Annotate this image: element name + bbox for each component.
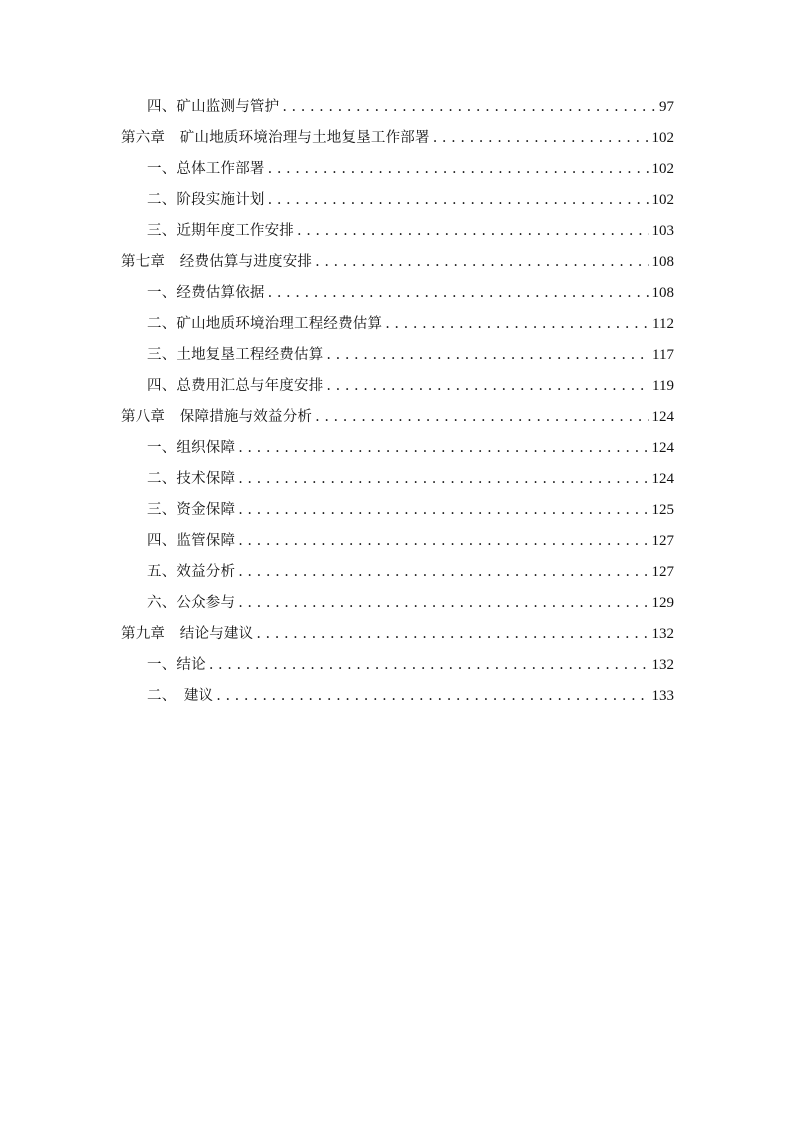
toc-leader-dots bbox=[315, 247, 648, 278]
toc-page-number: 102 bbox=[651, 161, 674, 177]
toc-page-number: 127 bbox=[651, 564, 674, 580]
toc-page-number: 119 bbox=[652, 378, 674, 394]
toc-leader-dots bbox=[238, 526, 648, 557]
toc-entry-title: 三、资金保障 bbox=[147, 502, 236, 518]
toc-entry-section[interactable] bbox=[121, 278, 674, 309]
toc-leader-dots bbox=[209, 650, 649, 681]
table-of-contents bbox=[121, 92, 674, 712]
toc-entry-title: 三、土地复垦工程经费估算 bbox=[147, 347, 324, 363]
toc-entry-section[interactable] bbox=[121, 650, 674, 681]
toc-entry-section[interactable] bbox=[121, 464, 674, 495]
toc-entry-title: 三、近期年度工作安排 bbox=[147, 223, 294, 239]
toc-entry-title: 二、 建议 bbox=[147, 688, 214, 704]
toc-entry-title: 四、总费用汇总与年度安排 bbox=[147, 378, 324, 394]
toc-entry-title: 六、公众参与 bbox=[147, 595, 236, 611]
toc-entry-section[interactable] bbox=[121, 557, 674, 588]
toc-page-number: 108 bbox=[651, 285, 674, 301]
toc-page-number: 127 bbox=[651, 533, 674, 549]
toc-entry-title: 第六章 矿山地质环境治理与土地复垦工作部署 bbox=[121, 130, 430, 146]
toc-page-number: 102 bbox=[651, 192, 674, 208]
toc-leader-dots bbox=[238, 588, 648, 619]
toc-page-number: 132 bbox=[651, 657, 674, 673]
toc-page-number: 132 bbox=[651, 626, 674, 642]
toc-leader-dots bbox=[297, 216, 649, 247]
toc-entry-title: 四、监管保障 bbox=[147, 533, 236, 549]
toc-entry-section[interactable] bbox=[121, 433, 674, 464]
toc-entry-title: 第八章 保障措施与效益分析 bbox=[121, 409, 313, 425]
toc-page-number: 125 bbox=[651, 502, 674, 518]
toc-leader-dots bbox=[326, 371, 649, 402]
toc-entry-section[interactable] bbox=[121, 495, 674, 526]
toc-page-number: 102 bbox=[651, 130, 674, 146]
toc-leader-dots bbox=[268, 278, 649, 309]
toc-entry-chapter[interactable] bbox=[121, 402, 674, 433]
toc-leader-dots bbox=[216, 681, 648, 712]
toc-entry-section[interactable] bbox=[121, 92, 674, 123]
toc-page-number: 129 bbox=[651, 595, 674, 611]
toc-entry-section[interactable] bbox=[121, 185, 674, 216]
toc-entry-title: 二、技术保障 bbox=[147, 471, 236, 487]
toc-entry-title: 一、组织保障 bbox=[147, 440, 236, 456]
toc-leader-dots bbox=[238, 464, 648, 495]
toc-entry-section[interactable] bbox=[121, 340, 674, 371]
toc-entry-chapter[interactable] bbox=[121, 247, 674, 278]
toc-leader-dots bbox=[268, 185, 649, 216]
toc-entry-section[interactable] bbox=[121, 309, 674, 340]
toc-leader-dots bbox=[256, 619, 648, 650]
toc-leader-dots bbox=[238, 495, 648, 526]
toc-page-number: 97 bbox=[659, 99, 674, 115]
toc-entry-section[interactable] bbox=[121, 154, 674, 185]
toc-page-number: 133 bbox=[651, 688, 674, 704]
toc-leader-dots bbox=[385, 309, 649, 340]
toc-entry-title: 五、效益分析 bbox=[147, 564, 236, 580]
toc-entry-title: 二、矿山地质环境治理工程经费估算 bbox=[147, 316, 383, 332]
toc-page-number: 117 bbox=[652, 347, 674, 363]
toc-page-number: 124 bbox=[651, 409, 674, 425]
toc-page-number: 124 bbox=[651, 440, 674, 456]
toc-entry-section[interactable] bbox=[121, 681, 674, 712]
toc-entry-chapter[interactable] bbox=[121, 619, 674, 650]
toc-page-number: 124 bbox=[651, 471, 674, 487]
toc-leader-dots bbox=[238, 557, 648, 588]
toc-entry-title: 第九章 结论与建议 bbox=[121, 626, 254, 642]
toc-leader-dots bbox=[315, 402, 648, 433]
toc-page-number: 108 bbox=[651, 254, 674, 270]
toc-entry-title: 四、矿山监测与管护 bbox=[147, 99, 280, 115]
toc-entry-title: 一、总体工作部署 bbox=[147, 161, 265, 177]
toc-page-number: 103 bbox=[651, 223, 674, 239]
toc-entry-title: 二、阶段实施计划 bbox=[147, 192, 265, 208]
toc-leader-dots bbox=[238, 433, 648, 464]
toc-leader-dots bbox=[282, 92, 656, 123]
toc-entry-title: 一、结论 bbox=[147, 657, 206, 673]
toc-leader-dots bbox=[326, 340, 649, 371]
toc-leader-dots bbox=[268, 154, 649, 185]
toc-entry-title: 一、经费估算依据 bbox=[147, 285, 265, 301]
toc-entry-section[interactable] bbox=[121, 526, 674, 557]
toc-entry-section[interactable] bbox=[121, 371, 674, 402]
toc-entry-section[interactable] bbox=[121, 588, 674, 619]
toc-entry-title: 第七章 经费估算与进度安排 bbox=[121, 254, 313, 270]
toc-page-number: 112 bbox=[652, 316, 674, 332]
toc-entry-chapter[interactable] bbox=[121, 123, 674, 154]
toc-entry-section[interactable] bbox=[121, 216, 674, 247]
toc-leader-dots bbox=[433, 123, 649, 154]
